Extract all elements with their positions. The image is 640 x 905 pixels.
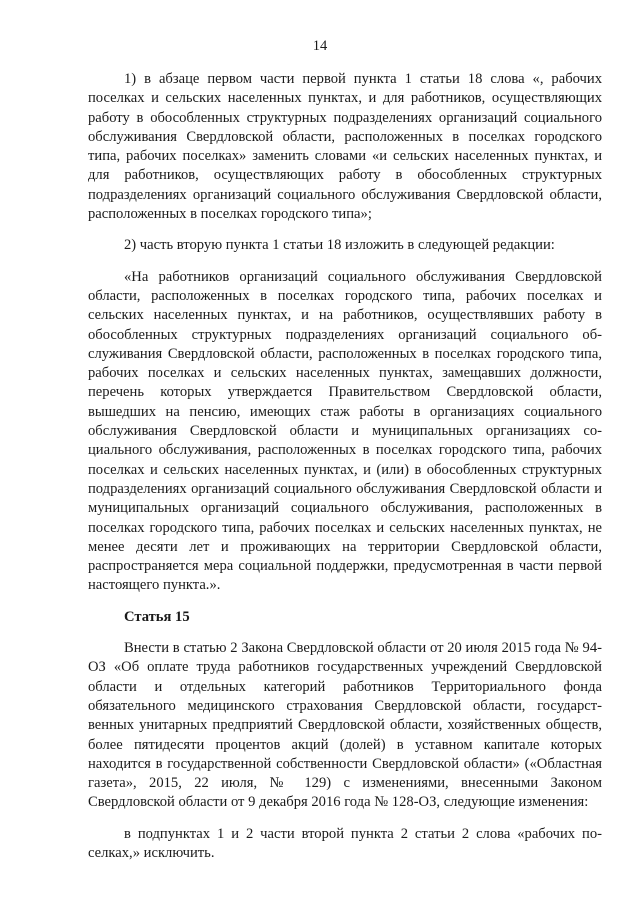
paragraph-amendment-1: 1) в абзаце первом части первой пункта 1 статьи 18 слова «, рабочих поселках и сельских населенных пунктах, и для работников, осуществляющих работу в обособленных структурных подразделениях организаций социального обслуживания Свердловской области, расположенных в поселках городского типа, рабочих поселках» заменить словами «и сельских населенных пунктах, и для работников, осуществляющих работу в обособленных структурных подразделениях организаций социального обслуживания Свердловской области, расположенных в поселках городского типа»;: [88, 71, 602, 223]
document-body: [88, 70, 602, 863]
paragraph-amendment-2: 2) часть вторую пункта 1 статьи 18 изложить в следующей редакции:: [124, 237, 555, 254]
article-heading: Статья 15: [124, 608, 190, 625]
page-number: 14: [312, 38, 328, 54]
paragraph-article-15-change: в подпунктах 1 и 2 части второй пункта 2 статьи 2 слова «рабочих поселках,» исключить.: [88, 825, 602, 861]
paragraph-new-wording: «На работников организаций социального обслуживания Свердловской области, расположенных в поселках городского типа, рабочих поселках и сельских населенных пунктах, и на работников, осуществлявших работу в обособленных структурных подразделениях организаций социального обслуживания Свердловской области, расположенных в поселках городского типа, рабочих поселках и сельских населенных пунктах, замещавших должности, перечень которых утверждается Правительством Свердловской области, вышедших на пенсию, имеющих стаж работы в организациях социального обслуживания Свердловской области и муниципальных организациях социального обслуживания, расположенных в поселках городского типа, рабочих поселках и сельских населенных пунктах, и (или) в обособленных структурных подразделениях организаций социального обслуживания Свердловской области и муниципальных организаций социального обслуживания, расположенных в поселках городского типа, рабочих поселках и сельских населенных пунктах, не менее десяти лет и проживающих на территории Свердловской области, распространяется мера социальной поддержки, предусмотренная в части первой настоящего пункта.».: [88, 268, 602, 594]
paragraph-article-15-intro: Внести в статью 2 Закона Свердловской области от 20 июля 2015 года № 94-ОЗ «Об оплате труда работников государственных учреждений Свердловской области и отдельных категорий работников Территориального фонда обязательного медицинского страхования Свердловской области, государственных унитарных предприятий Свердловской области, хозяйственных обществ, более пятидесяти процентов акций (долей) в уставном капитале которых находится в государственной собственности Свердловской области» («Областная газета», 2015, 22 июля, № 129) с изменениями, внесенными Законом Свердловской области от 9 декабря 2016 года № 128-ОЗ, следующие изменения:: [88, 640, 602, 811]
